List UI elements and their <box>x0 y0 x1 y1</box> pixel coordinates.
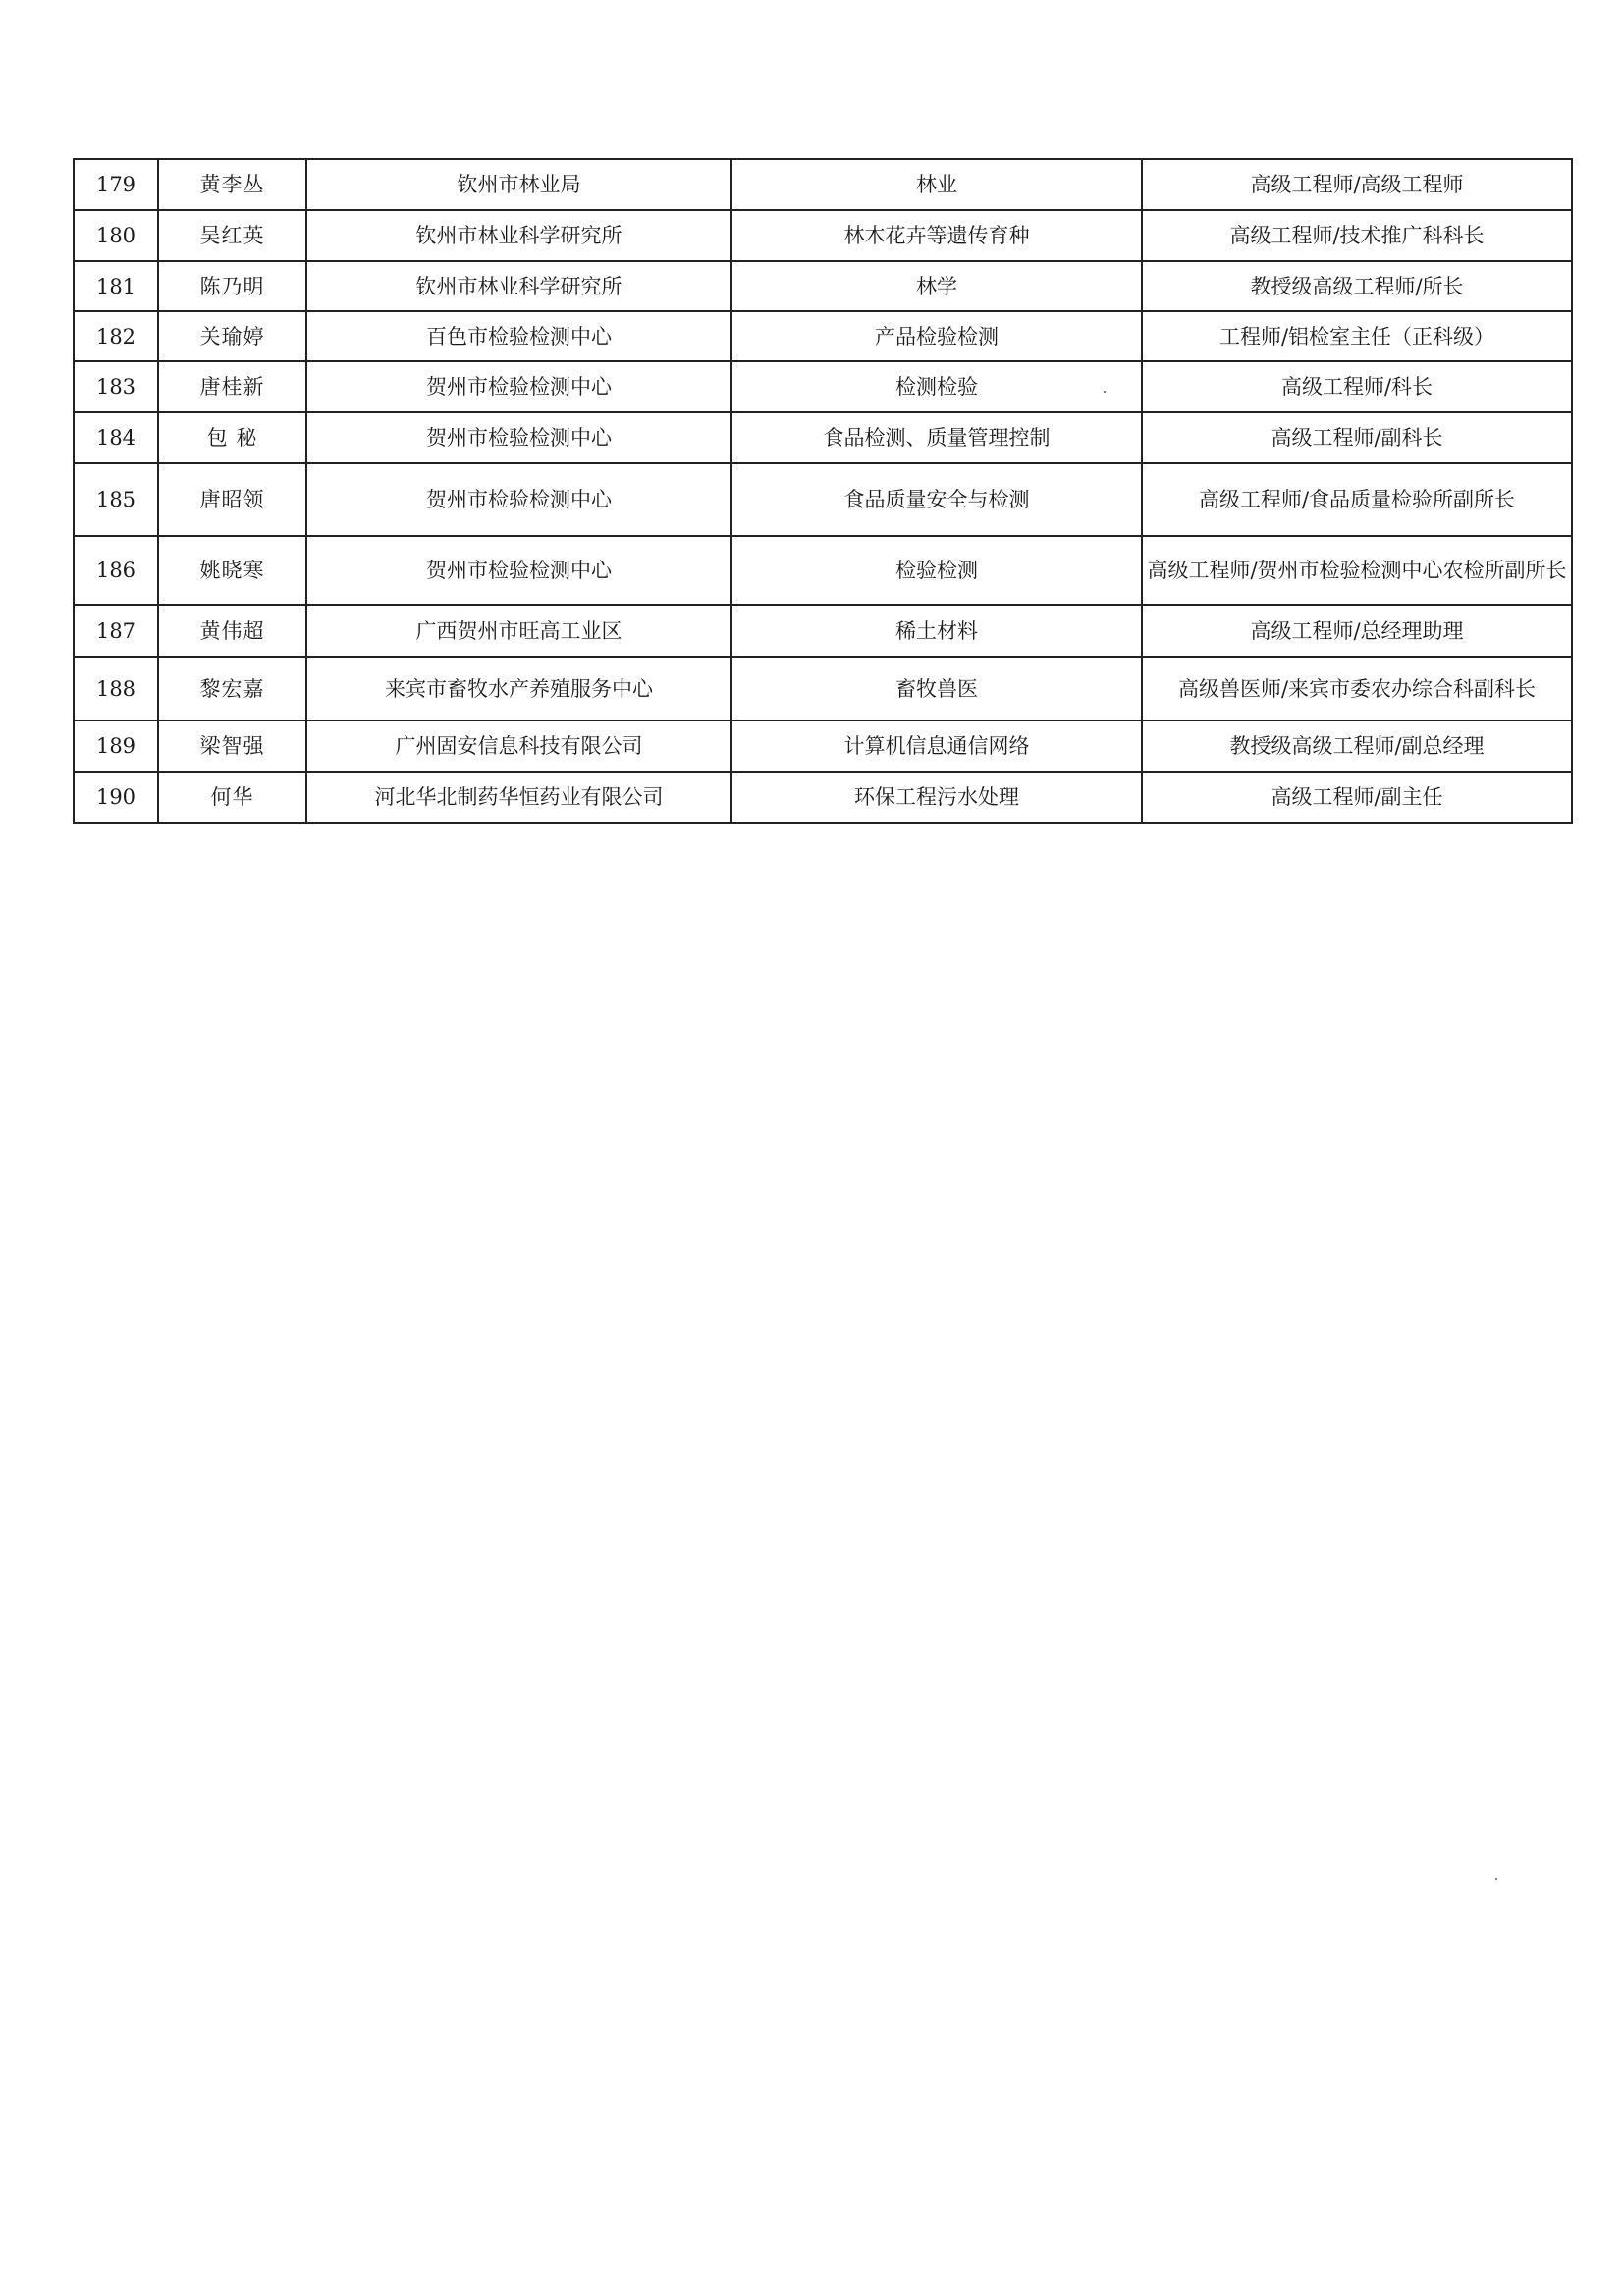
person-name: 包 秘 <box>158 412 306 463</box>
specialty-field: 产品检验检测 <box>731 311 1142 361</box>
person-name: 黄李丛 <box>158 159 306 210</box>
person-name: 黎宏嘉 <box>158 657 306 721</box>
person-name: 陈乃明 <box>158 261 306 311</box>
table-row <box>74 159 1572 210</box>
table-row <box>74 657 1572 721</box>
row-number: 189 <box>74 721 158 772</box>
row-number: 185 <box>74 463 158 536</box>
organization: 钦州市林业科学研究所 <box>306 261 731 311</box>
table-row <box>74 536 1572 605</box>
job-title: 高级工程师/食品质量检验所副所长 <box>1142 463 1572 536</box>
specialty-field: 林木花卉等遗传育种 <box>731 210 1142 261</box>
row-number: 179 <box>74 159 158 210</box>
row-number: 180 <box>74 210 158 261</box>
job-title: 高级工程师/高级工程师 <box>1142 159 1572 210</box>
row-number: 186 <box>74 536 158 605</box>
row-number: 184 <box>74 412 158 463</box>
job-title: 高级工程师/副科长 <box>1142 412 1572 463</box>
specialty-field: 食品检测、质量管理控制 <box>731 412 1142 463</box>
table-row <box>74 605 1572 657</box>
table-row <box>74 311 1572 361</box>
organization: 钦州市林业局 <box>306 159 731 210</box>
row-number: 182 <box>74 311 158 361</box>
table-row <box>74 210 1572 261</box>
person-name: 吴红英 <box>158 210 306 261</box>
table-row <box>74 261 1572 311</box>
organization: 广西贺州市旺高工业区 <box>306 605 731 657</box>
expert-roster-table <box>73 158 1573 824</box>
row-number: 183 <box>74 361 158 412</box>
person-name: 姚晓寒 <box>158 536 306 605</box>
organization: 贺州市检验检测中心 <box>306 536 731 605</box>
specialty-field: 稀土材料 <box>731 605 1142 657</box>
row-number: 188 <box>74 657 158 721</box>
specialty-field: 计算机信息通信网络 <box>731 721 1142 772</box>
specialty-field: 林学 <box>731 261 1142 311</box>
person-name: 黄伟超 <box>158 605 306 657</box>
table-row <box>74 412 1572 463</box>
person-name: 关瑜婷 <box>158 311 306 361</box>
person-name: 梁智强 <box>158 721 306 772</box>
person-name: 唐桂新 <box>158 361 306 412</box>
specialty-field: 环保工程污水处理 <box>731 772 1142 823</box>
table-row <box>74 721 1572 772</box>
organization: 钦州市林业科学研究所 <box>306 210 731 261</box>
specialty-field: 检测检验 <box>731 361 1142 412</box>
specialty-field: 检验检测 <box>731 536 1142 605</box>
organization: 河北华北制药华恒药业有限公司 <box>306 772 731 823</box>
organization: 百色市检验检测中心 <box>306 311 731 361</box>
scan-speck <box>1495 1878 1497 1880</box>
job-title: 高级工程师/贺州市检验检测中心农检所副所长 <box>1142 536 1572 605</box>
specialty-field: 畜牧兽医 <box>731 657 1142 721</box>
job-title: 高级工程师/科长 <box>1142 361 1572 412</box>
table-row <box>74 463 1572 536</box>
organization: 贺州市检验检测中心 <box>306 361 731 412</box>
organization: 来宾市畜牧水产养殖服务中心 <box>306 657 731 721</box>
row-number: 190 <box>74 772 158 823</box>
job-title: 高级工程师/技术推广科科长 <box>1142 210 1572 261</box>
table-row <box>74 772 1572 823</box>
job-title: 教授级高级工程师/所长 <box>1142 261 1572 311</box>
specialty-field: 食品质量安全与检测 <box>731 463 1142 536</box>
row-number: 181 <box>74 261 158 311</box>
organization: 广州固安信息科技有限公司 <box>306 721 731 772</box>
organization: 贺州市检验检测中心 <box>306 463 731 536</box>
job-title: 高级工程师/副主任 <box>1142 772 1572 823</box>
job-title: 高级兽医师/来宾市委农办综合科副科长 <box>1142 657 1572 721</box>
table-row <box>74 361 1572 412</box>
person-name: 唐昭领 <box>158 463 306 536</box>
row-number: 187 <box>74 605 158 657</box>
scan-speck <box>1104 391 1106 393</box>
person-name: 何华 <box>158 772 306 823</box>
job-title: 工程师/铝检室主任（正科级） <box>1142 311 1572 361</box>
specialty-field: 林业 <box>731 159 1142 210</box>
organization: 贺州市检验检测中心 <box>306 412 731 463</box>
job-title: 高级工程师/总经理助理 <box>1142 605 1572 657</box>
job-title: 教授级高级工程师/副总经理 <box>1142 721 1572 772</box>
